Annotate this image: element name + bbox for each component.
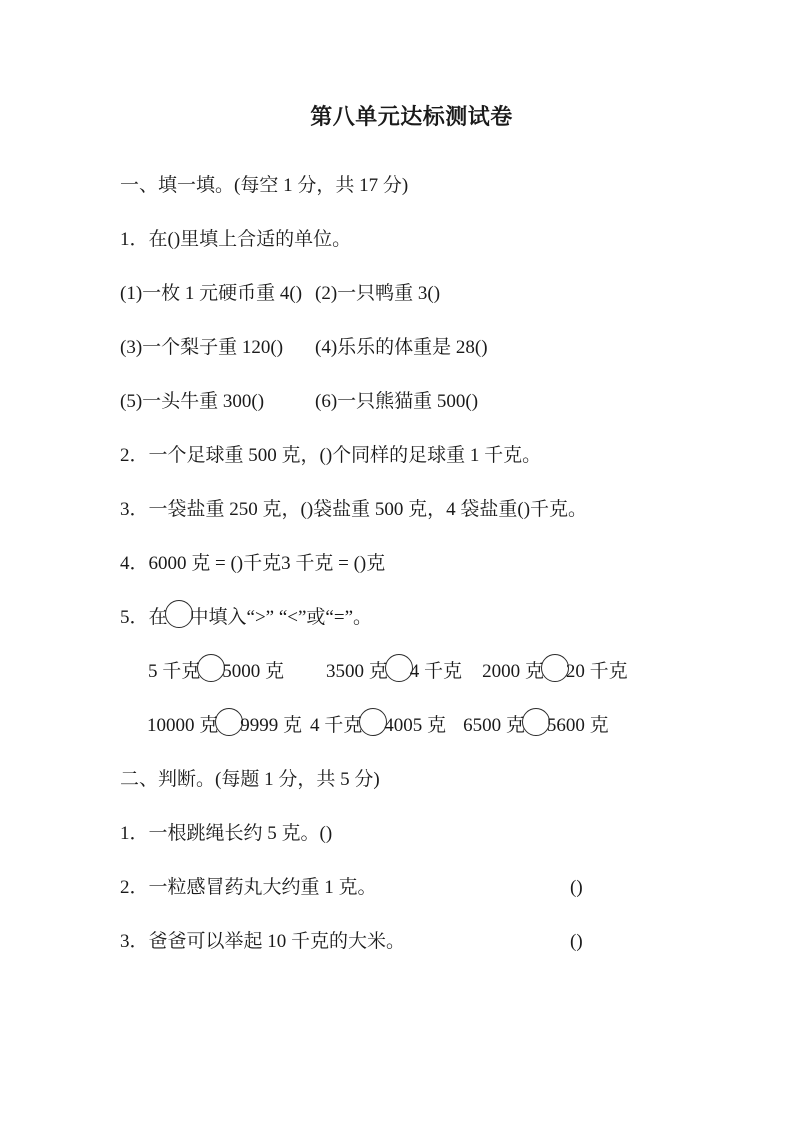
- comparison-circle-icon: [541, 654, 569, 682]
- comparison-circle-icon: [522, 708, 550, 736]
- s1-q3-text: 3．一袋盐重 250 克，()袋盐重 500 克，4 袋盐重()千克。: [120, 499, 588, 520]
- s1-q4-text: 4．6000 克 = ()千克3 千克 = ()克: [120, 553, 386, 574]
- s1-q1-sub-3: (3)一个梨子重 120(): [120, 337, 284, 358]
- s1-q1-subrow-1: [120, 267, 703, 321]
- s1-q5-prefix: 5．在: [120, 607, 168, 628]
- s2-item-3: [120, 915, 703, 969]
- comparison-right: 9999 克: [240, 715, 303, 736]
- s1-q5-suffix: 中填入“>” “<”或“=”。: [189, 607, 373, 628]
- comparison-right: 4005 克: [384, 715, 447, 736]
- s1-q5-row-2: [120, 699, 703, 753]
- s1-q5-label: [120, 591, 703, 645]
- comparison-circle-icon: [385, 654, 413, 682]
- comparison-pair: [148, 645, 284, 699]
- answer-bracket: (): [570, 931, 583, 952]
- comparison-left: 4 千克: [310, 715, 363, 736]
- s2-item-2: [120, 861, 703, 915]
- s2-item-1-text: 1．一根跳绳长约 5 克。(): [120, 823, 333, 844]
- page-title: 第八单元达标测试卷: [310, 105, 513, 130]
- comparison-right: 4 千克: [409, 661, 463, 682]
- comparison-left: 3500 克: [326, 661, 388, 682]
- comparison-right: 20 千克: [565, 661, 628, 682]
- s1-q1-sub-5: (5)一头牛重 300(): [120, 391, 265, 412]
- comparison-left: 6500 克: [463, 715, 525, 736]
- comparison-right: 5000 克: [222, 661, 285, 682]
- s1-q2-text: 2．一个足球重 500 克，()个同样的足球重 1 千克。: [120, 445, 542, 466]
- comparison-pair: [326, 645, 462, 699]
- s1-q1-sub-6: (6)一只熊猫重 500(): [315, 391, 479, 412]
- s1-q1-sub-4: (4)乐乐的体重是 28(): [315, 337, 488, 358]
- comparison-left: 5 千克: [148, 661, 201, 682]
- s1-q1-subrow-3: [120, 375, 703, 429]
- section2-heading: 二、判断。(每题 1 分，共 5 分): [120, 769, 380, 790]
- comparison-right: 5600 克: [546, 715, 609, 736]
- comparison-left: 10000 克: [147, 715, 219, 736]
- comparison-left: 2000 克: [482, 661, 544, 682]
- s1-q1-label: 1．在()里填上合适的单位。: [120, 229, 352, 250]
- s2-item-2-text: 2．一粒感冒药丸大约重 1 克。: [120, 877, 377, 898]
- comparison-circle-icon: [165, 600, 193, 628]
- s1-q1-subrow-2: [120, 321, 703, 375]
- s1-q1-sub-1: (1)一枚 1 元硬币重 4(): [120, 283, 303, 304]
- s1-q5-row-1: [120, 645, 703, 699]
- s2-item-3-text: 3．爸爸可以举起 10 千克的大米。: [120, 931, 406, 952]
- s2-item-1: [120, 807, 703, 861]
- comparison-pair: [482, 645, 628, 699]
- answer-bracket: (): [570, 877, 583, 898]
- comparison-pair: [310, 699, 446, 753]
- s1-q1-sub-2: (2)一只鸭重 3(): [315, 283, 441, 304]
- comparison-pair: [147, 699, 302, 753]
- comparison-pair: [463, 699, 609, 753]
- section1-heading: 一、填一填。(每空 1 分，共 17 分): [120, 175, 409, 196]
